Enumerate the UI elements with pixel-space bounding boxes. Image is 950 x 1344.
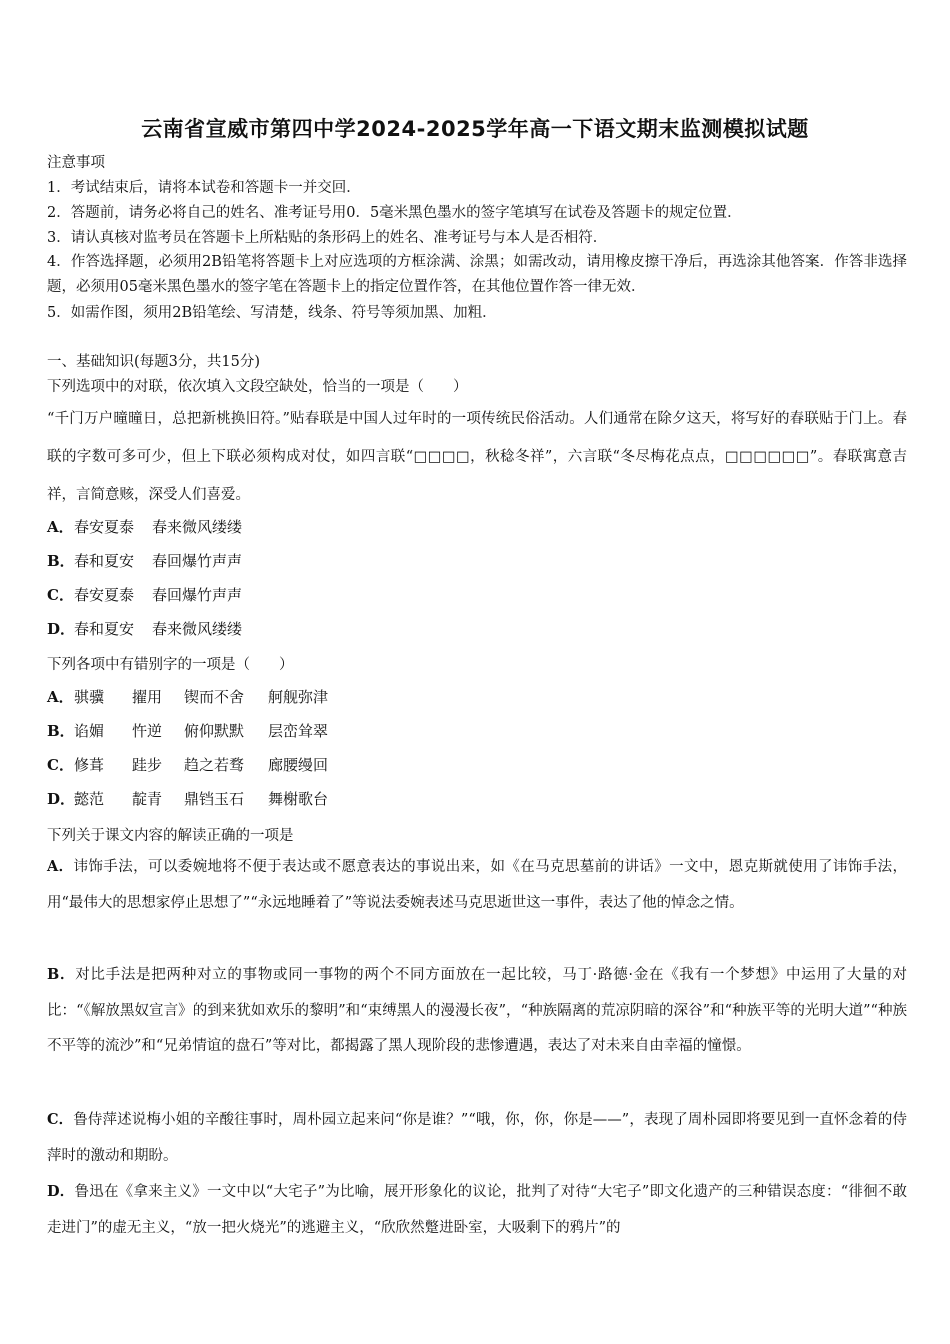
option-word: 跬步 xyxy=(132,756,163,774)
section-heading: 一、基础知识(每题3分，共15分) xyxy=(47,354,260,370)
option-row xyxy=(47,754,328,775)
option-text: 春安夏泰 xyxy=(74,518,135,536)
option-label: D． xyxy=(47,790,76,808)
option-word: 舸舰弥津 xyxy=(268,688,329,706)
option-text: 春回爆竹声声 xyxy=(152,586,243,604)
option-text: 春安夏泰 xyxy=(74,586,135,604)
option-label: D． xyxy=(47,620,76,638)
option-word: 靛青 xyxy=(132,790,163,808)
option-label: A． xyxy=(47,858,74,875)
option-text: 鲁侍萍述说梅小姐的辛酸往事时，周朴园立起来问“你是谁？”“哦，你，你，你是——”，表现了周朴园即将要见到一直怀念着的侍萍时的激动和期盼。 xyxy=(47,1112,907,1164)
question-passage-1: “千门万户曈曈日，总把新桃换旧符。”贴春联是中国人过年时的一项传统民俗活动。人们通常在除夕这天，将写好的春联贴于门上。春联的字数可多可少，但上下联必须构成对仗，如四言联“□□□□，秋稔冬祥”，六言联“冬尽梅花点点，□□□□□□”。春联寓意吉祥，言简意赅，深受人们喜爱。 xyxy=(47,411,907,503)
option-text: 讳饰手法，可以委婉地将不便于表达或不愿意表达的事说出来，如《在马克思墓前的讲话》一文中，恩克斯就使用了讳饰手法，用“最伟大的思想家停止思想了”“永远地睡着了”等说法委婉表述马克思逝世这一事件，表达了他的悼念之情。 xyxy=(47,859,907,911)
option-row xyxy=(47,516,242,537)
question-stem-1: 下列选项中的对联，依次填入文段空缺处，恰当的一项是（ ） xyxy=(47,379,468,395)
option-word: 锲而不舍 xyxy=(184,688,245,706)
option-label: C． xyxy=(47,756,74,774)
option-word: 趋之若骛 xyxy=(184,756,245,774)
option-text: 春回爆竹声声 xyxy=(152,552,243,570)
option-text: 鲁迅在《拿来主义》一文中以“大宅子”为比喻，展开形象化的议论，批判了对待“大宅子”即文化遗产的三种错误态度：“徘徊不敢走进门”的虚无主义，“放一把火烧光”的逃避主义，“欣欣然蹩进卧室，大吸剩下的鸦片”的 xyxy=(47,1184,908,1236)
option-word: 骐骥 xyxy=(74,688,105,706)
option-row xyxy=(47,788,328,809)
question-stem-2: 下列各项中有错别字的一项是（ ） xyxy=(47,657,294,673)
option-word: 懿范 xyxy=(74,790,105,808)
notice-item: 2．答题前，请务必将自己的姓名、准考证号用0．5毫米黑色墨水的签字笔填写在试卷及答题卡的规定位置． xyxy=(47,205,742,221)
notice-item: 1．考试结束后，请将本试卷和答题卡一并交回． xyxy=(47,180,361,196)
option-row xyxy=(47,720,328,741)
option-label: A． xyxy=(47,688,74,706)
option-word: 鼎铛玉石 xyxy=(184,790,245,808)
notice-item: 5．如需作图，须用2B铅笔绘、写清楚，线条、符号等须加黑、加粗． xyxy=(47,305,497,321)
option-row xyxy=(47,584,242,605)
option-word: 谄媚 xyxy=(74,722,105,740)
question-stem-3: 下列关于课文内容的解读正确的一项是 xyxy=(47,828,294,844)
option-text: 春和夏安 xyxy=(74,620,135,638)
option-word: 忤逆 xyxy=(132,722,163,740)
page-title: 云南省宣威市第四中学2024-2025学年高一下语文期末监测模拟试题 xyxy=(141,117,809,141)
option-paragraph xyxy=(47,849,907,921)
option-label: B． xyxy=(47,552,75,570)
notice-heading: 注意事项 xyxy=(47,155,105,171)
option-label: B． xyxy=(47,966,76,983)
option-text: 春来微风缕缕 xyxy=(152,620,243,638)
option-word: 廊腰缦回 xyxy=(268,756,329,774)
option-row xyxy=(47,618,242,639)
option-paragraph xyxy=(47,1102,907,1174)
notice-item: 3．请认真核对监考员在答题卡上所粘贴的条形码上的姓名、准考证号与本人是否相符． xyxy=(47,230,608,246)
option-label: D． xyxy=(47,1183,75,1200)
option-row xyxy=(47,550,242,571)
option-label: C． xyxy=(47,586,74,604)
notice-item: 4．作答选择题，必须用2B铅笔将答题卡上对应选项的方框涂满、涂黑；如需改动，请用橡皮擦干净后，再选涂其他答案．作答非选择题，必须用05毫米黑色墨水的签字笔在答题卡上的指定位置作答，在其他位置作答一律无效． xyxy=(47,254,907,295)
option-text: 春来微风缕缕 xyxy=(152,518,243,536)
option-word: 修葺 xyxy=(74,756,105,774)
option-label: C． xyxy=(47,1111,74,1128)
option-word: 舞榭歌台 xyxy=(268,790,329,808)
option-word: 擢用 xyxy=(132,688,163,706)
option-paragraph xyxy=(47,957,907,1065)
option-word: 俯仰默默 xyxy=(184,722,245,740)
option-row xyxy=(47,686,328,707)
option-paragraph xyxy=(47,1174,907,1246)
option-word: 层峦耸翠 xyxy=(268,722,329,740)
option-text: 对比手法是把两种对立的事物或同一事物的两个不同方面放在一起比较，马丁·路德·金在《我有一个梦想》中运用了大量的对比：“《解放黑奴宣言》的到来犹如欢乐的黎明”和“束缚黑人的漫漫长夜”，“种族隔离的荒凉阴暗的深谷”和“种族平等的光明大道”“种族不平等的流沙”和“兄弟情谊的盘石”等对比，都揭露了黑人现阶段的悲惨遭遇，表达了对未来自由幸福的憧憬。 xyxy=(47,967,907,1054)
option-label: A． xyxy=(47,518,74,536)
option-text: 春和夏安 xyxy=(74,552,135,570)
option-label: B． xyxy=(47,722,75,740)
